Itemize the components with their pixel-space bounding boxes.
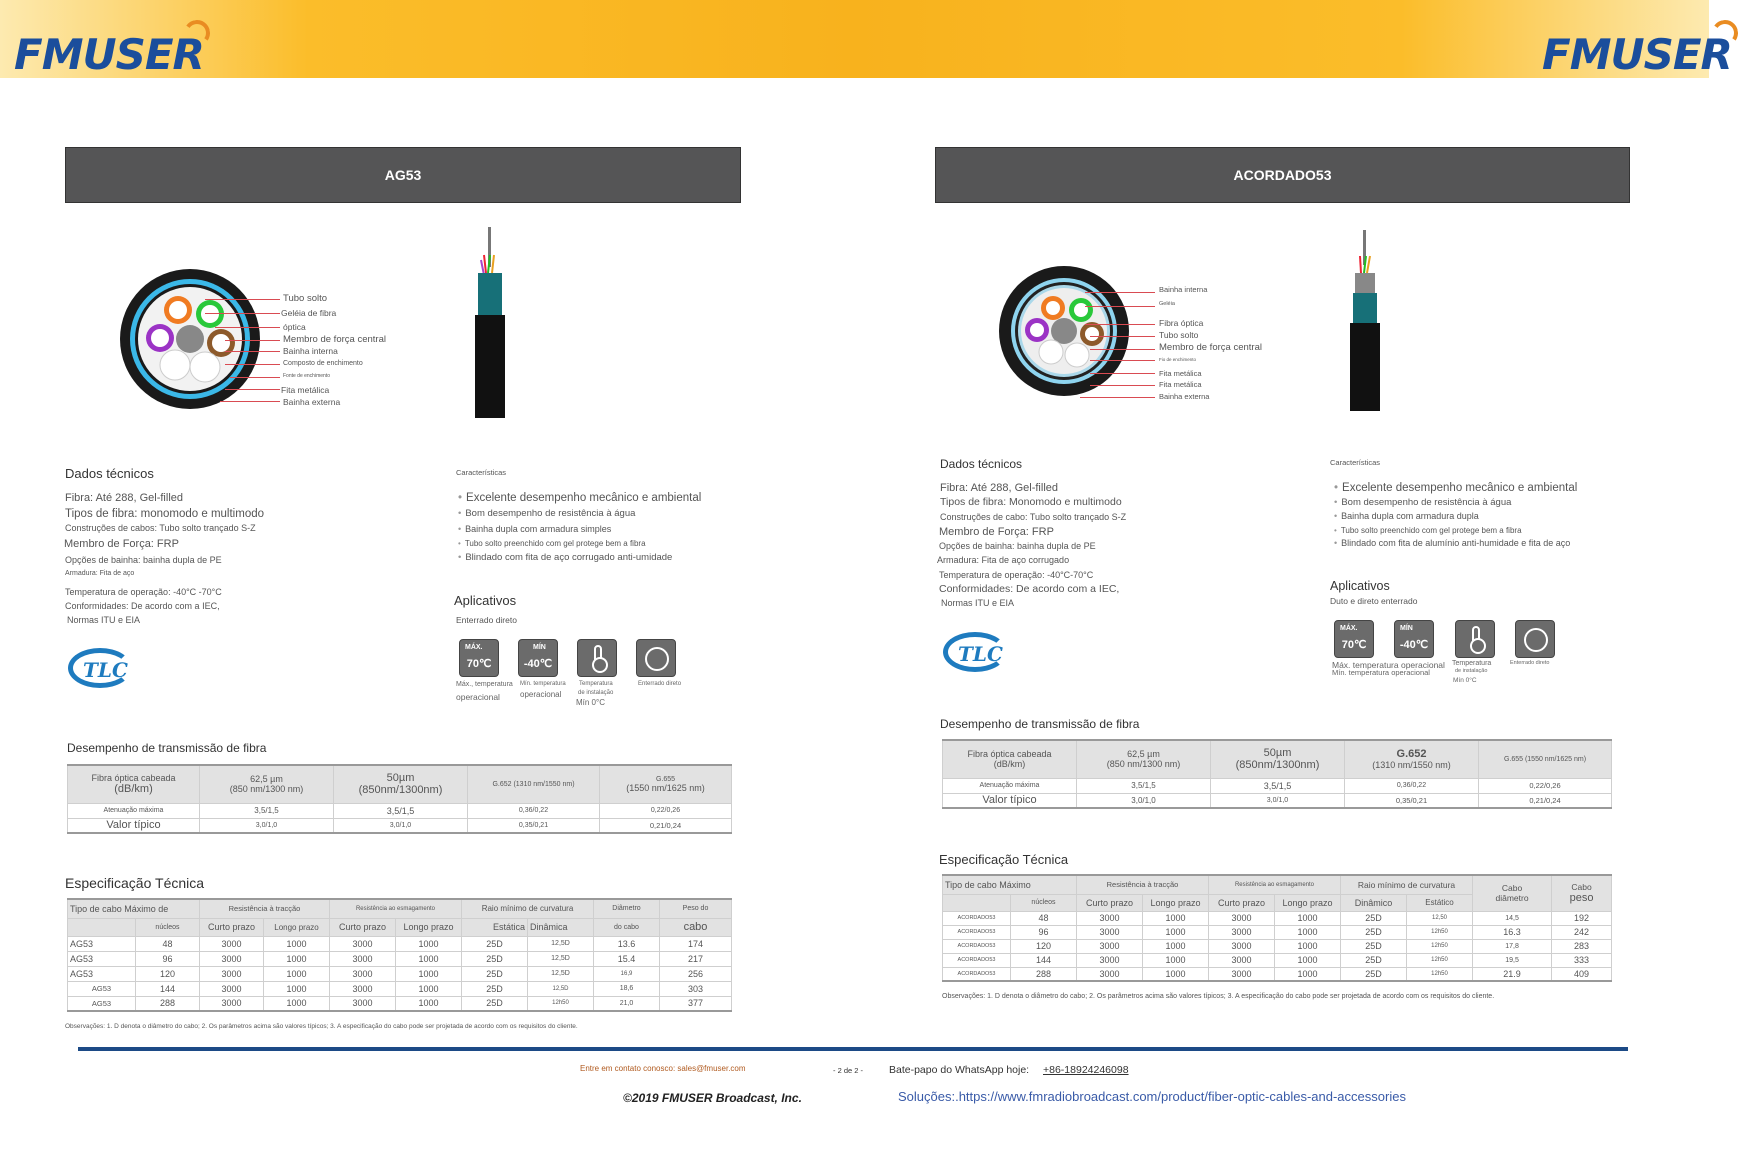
left-leader-line bbox=[225, 389, 280, 390]
right-spec-table: Tipo de cabo Máximo Resistência à tracção Resistência ao esmagamento Raio mínimo de curvatura Cabo diâmetro Cabo peso núcleos Curto prazo Longo prazo Curto prazo Longo prazo Dinâmico Estático ACORDADO53 48 3000 1000 3000 1000 25D 12,50 14,5 192 ACORDADO53 96 3000 1000 3000 1000 25D 12h50 16.3 242 ACORDADO53 120 3000 1000 3000 1000 25D 12h50 17,8 283 ACORDADO53 144 3000 1000 3000 1000 25D 12h50 19,5 333 ACORDADO53 288 3000 1000 3000 1000 25D 12h50 21.9 409 bbox=[942, 874, 1612, 982]
right-caption-temp-2: de instalação bbox=[1455, 668, 1488, 674]
left-caption-max-2: operacional bbox=[456, 692, 500, 702]
footer-solutions-link[interactable]: Soluções:.https://www.fmradiobroadcast.com/product/fiber-optic-cables-and-accessories bbox=[898, 1089, 1406, 1104]
right-spec-note: Observações: 1. D denota o diâmetro do cabo; 2. Os parâmetros acima são valores típicos; 3. A especificação do cabo pode ser projetada de acordo com os requisitos do cliente. bbox=[942, 993, 1495, 1000]
right-label-gel: Geléia bbox=[1159, 301, 1175, 307]
left-thermometer-icon bbox=[577, 639, 617, 677]
right-leader-line bbox=[1090, 349, 1155, 350]
left-spec-title: Especificação Técnica bbox=[65, 875, 205, 891]
left-leader-line bbox=[205, 299, 280, 300]
left-leader-line bbox=[225, 340, 280, 341]
right-product-title: ACORDADO53 bbox=[935, 147, 1630, 203]
left-tech-strength: Membro de Força: FRP bbox=[64, 538, 179, 550]
right-leader-line bbox=[1085, 292, 1155, 293]
left-tech-sheath: Opções de bainha: bainha dupla de PE bbox=[65, 555, 222, 565]
right-caption-max: Máx. temperatura operacional bbox=[1332, 660, 1445, 670]
fmuser-logo-left: FMUSER bbox=[14, 30, 204, 79]
label-optical: óptica bbox=[283, 322, 306, 332]
right-leader-line bbox=[1090, 385, 1155, 386]
left-feature-4: • Tubo solto preenchido com gel protege bem a fibra bbox=[458, 539, 646, 548]
left-direct-buried-icon bbox=[636, 639, 676, 677]
left-tech-construction: Construções de cabos: Tubo solto trançado S-Z bbox=[65, 523, 256, 533]
right-caption-temp: Temperatura bbox=[1452, 660, 1492, 667]
left-tech-fiber: Fibra: Até 288, Gel-filled bbox=[65, 492, 184, 504]
label-outer-sheath: Bainha externa bbox=[283, 397, 341, 407]
left-min-temp-icon: MÍN -40℃ bbox=[518, 639, 558, 677]
right-caption-temp-3: Mín 0°C bbox=[1453, 677, 1477, 684]
footer-whatsapp-label: Bate-papo do WhatsApp hoje: bbox=[889, 1064, 1030, 1076]
left-apps-subtitle: Enterrado direto bbox=[456, 615, 517, 625]
right-feature-4: • Tubo solto preenchido com gel protege bem a fibra bbox=[1334, 526, 1522, 535]
right-max-temp-icon: MÁX. 70℃ bbox=[1334, 620, 1374, 658]
right-min-temp-icon: MÍN -40℃ bbox=[1394, 620, 1434, 658]
right-tech-title: Dados técnicos bbox=[940, 457, 1023, 471]
left-caption-min: Mín. temperatura bbox=[520, 681, 566, 687]
label-inner-sheath: Bainha interna bbox=[283, 346, 338, 356]
right-leader-line bbox=[1080, 397, 1155, 398]
header-band bbox=[0, 0, 1709, 78]
right-cross-section-diagram bbox=[995, 264, 1165, 399]
left-perf-title: Desempenho de transmissão de fibra bbox=[67, 741, 267, 755]
right-label-metal-tape-2: Fita metálica bbox=[1159, 380, 1202, 389]
left-caption-temp-3: Mín 0°C bbox=[576, 698, 605, 707]
right-feature-2: • Bom desempenho de resistência à água bbox=[1334, 497, 1511, 508]
footer-copyright: ©2019 FMUSER Broadcast, Inc. bbox=[623, 1091, 802, 1105]
left-tlc-logo: TLC bbox=[68, 648, 132, 688]
right-label-loose-tube: Tubo solto bbox=[1159, 330, 1199, 340]
left-spec-note: Observações: 1. D denota o diâmetro do cabo; 2. Os parâmetros acima são valores típicos; 3. A especificação do cabo pode ser projetada de acordo com os requisitos do cliente. bbox=[65, 1023, 578, 1030]
right-label-inner-sheath: Bainha interna bbox=[1159, 285, 1208, 294]
right-label-central-strength: Membro de força central bbox=[1159, 342, 1262, 353]
right-feature-5: • Blindado com fita de alumínio anti-humidade e fita de aço bbox=[1334, 538, 1570, 548]
right-tech-temp: Temperatura de operação: -40°C-70°C bbox=[939, 570, 1094, 580]
right-feature-3: • Bainha dupla com armadura dupla bbox=[1334, 511, 1479, 521]
left-leader-line bbox=[225, 364, 280, 365]
footer-contact-link[interactable]: Entre em contato conosco: sales@fmuser.com bbox=[580, 1064, 746, 1073]
left-feature-5: • Blindado com fita de aço corrugado anti-umidade bbox=[458, 552, 672, 563]
left-leader-line bbox=[225, 351, 280, 352]
right-tech-standards: Normas ITU e EIA bbox=[941, 598, 1015, 608]
left-apps-title: Aplicativos bbox=[454, 593, 517, 608]
label-filler-source: Fonte de enchimento bbox=[283, 373, 330, 379]
right-leader-line bbox=[1085, 324, 1155, 325]
left-feature-1: • Excelente desempenho mecânico e ambiental bbox=[458, 492, 701, 504]
left-leader-line bbox=[205, 313, 280, 314]
footer-divider bbox=[78, 1047, 1628, 1051]
left-caption-max: Máx., temperatura bbox=[456, 681, 513, 688]
right-apps-title: Aplicativos bbox=[1330, 579, 1390, 593]
right-char-title: Características bbox=[1330, 458, 1381, 467]
left-caption-buried: Enterrado direto bbox=[638, 681, 682, 687]
right-leader-line bbox=[1085, 306, 1155, 307]
right-spec-title: Especificação Técnica bbox=[939, 852, 1069, 867]
right-tech-compliance: Conformidades: De acordo com a IEC, bbox=[939, 583, 1120, 595]
right-label-metal-tape: Fita metálica bbox=[1159, 369, 1202, 378]
right-label-optical-fiber: Fibra óptica bbox=[1159, 318, 1204, 328]
right-leader-line bbox=[1090, 360, 1155, 361]
right-leader-line bbox=[1090, 373, 1155, 374]
left-spec-table: Tipo de cabo Máximo de Resistência à tracção Resistência ao esmagamento Raio mínimo de curvatura Diâmetro Peso do núcleos Curto prazo Longo prazo Curto prazo Longo prazo Estática Dinâmica do cabo cabo AG53 48 3000 1000 3000 1000 25D 12,5D 13.6 174 AG53 96 3000 1000 3000 1000 25D 12,5D 15.4 217 AG53 120 3000 1000 3000 1000 25D 12,5D 16,9 256 AG53 144 3000 1000 3000 1000 25D 12,5D 18,6 303 AG53 288 3000 1000 3000 1000 25D 12h50 21,0 377 bbox=[67, 898, 732, 1012]
right-tech-fiber: Fibra: Até 288, Gel-filled bbox=[940, 482, 1059, 494]
left-tech-fiber-types: Tipos de fibra: monomodo e multimodo bbox=[65, 508, 265, 520]
right-tech-construction: Construções de cabo: Tubo solto trançado S-Z bbox=[940, 512, 1127, 522]
right-label-outer-sheath: Bainha externa bbox=[1159, 392, 1210, 401]
left-leader-line bbox=[230, 377, 280, 378]
left-cable-photo bbox=[470, 225, 510, 420]
left-leader-line bbox=[220, 401, 280, 402]
left-max-temp-icon: MÁX. 70℃ bbox=[459, 639, 499, 677]
right-performance-table: Fibra óptica cabeada (dB/km) 62,5 µm (850 nm/1300 nm) 50µm (850nm/1300nm) G.652 (1310 nm/1550 nm) G.655 (1550 nm/1625 nm) Atenuação máxima 3,5/1,5 3,5/1,5 0,36/0,22 0,22/0,26 Valor típico 3,0/1,0 3,0/1,0 0,35/0,21 0,21/0,24 bbox=[942, 739, 1612, 809]
left-tech-standards: Normas ITU e EIA bbox=[67, 615, 141, 625]
right-apps-subtitle: Duto e direto enterrado bbox=[1330, 596, 1418, 606]
right-tech-fiber-types: Tipos de fibra: Monomodo e multimodo bbox=[940, 496, 1122, 508]
right-thermometer-icon bbox=[1455, 620, 1495, 658]
label-fiber-gel: Geléia de fibra bbox=[281, 308, 337, 318]
right-direct-buried-icon bbox=[1515, 620, 1555, 658]
right-perf-title: Desempenho de transmissão de fibra bbox=[940, 717, 1140, 731]
left-performance-table: Fibra óptica cabeada (dB/km) 62,5 µm (850 nm/1300 nm) 50µm (850nm/1300nm) G.652 (1310 nm/1550 nm) G.655 (1550 nm/1625 nm) Atenuação máxima 3,5/1,5 3,5/1,5 0,36/0,22 0,22/0,26 Valor típico 3,0/1,0 3,0/1,0 0,35/0,21 0,21/0,24 bbox=[67, 764, 732, 834]
label-central-strength: Membro de força central bbox=[283, 334, 386, 345]
footer-whatsapp-number[interactable]: +86-18924246098 bbox=[1043, 1064, 1129, 1076]
right-cable-photo bbox=[1345, 228, 1385, 413]
right-feature-1: • Excelente desempenho mecânico e ambiental bbox=[1334, 482, 1577, 494]
left-leader-line bbox=[215, 327, 280, 328]
label-metal-tape: Fita metálica bbox=[281, 385, 330, 395]
label-filler: Composto de enchimento bbox=[283, 360, 363, 367]
left-feature-2: • Bom desempenho de resistência à água bbox=[458, 508, 635, 519]
right-tech-armor: Armadura: Fita de aço corrugado bbox=[937, 555, 1070, 565]
left-tech-compliance: Conformidades: De acordo com a IEC, bbox=[65, 601, 220, 611]
right-leader-line bbox=[1090, 336, 1155, 337]
left-char-title: Características bbox=[456, 468, 507, 477]
right-label-filler: Fio de enchimento bbox=[1159, 357, 1197, 362]
right-tech-strength: Membro de Força: FRP bbox=[939, 526, 1054, 538]
label-loose-tube: Tubo solto bbox=[283, 293, 328, 304]
footer-page-number: - 2 de 2 - bbox=[833, 1066, 864, 1075]
left-caption-temp: Temperatura bbox=[579, 681, 613, 687]
right-caption-min: Mín. temperatura operacional bbox=[1332, 668, 1430, 677]
right-tlc-logo: TLC bbox=[943, 632, 1007, 672]
left-tech-title: Dados técnicos bbox=[65, 466, 154, 481]
right-tech-sheath: Opções de bainha: bainha dupla de PE bbox=[939, 541, 1096, 551]
left-caption-min-2: operacional bbox=[520, 690, 562, 699]
left-caption-temp-2: de instalação bbox=[578, 690, 614, 696]
left-feature-3: • Bainha dupla com armadura simples bbox=[458, 524, 611, 534]
fmuser-logo-right: FMUSER bbox=[1542, 30, 1732, 79]
left-tech-temp: Temperatura de operação: -40°C -70°C bbox=[65, 587, 222, 597]
left-tech-armor: Armadura: Fita de aço bbox=[65, 570, 135, 577]
right-caption-buried: Enterrado direto bbox=[1510, 660, 1550, 666]
left-product-title: AG53 bbox=[65, 147, 741, 203]
